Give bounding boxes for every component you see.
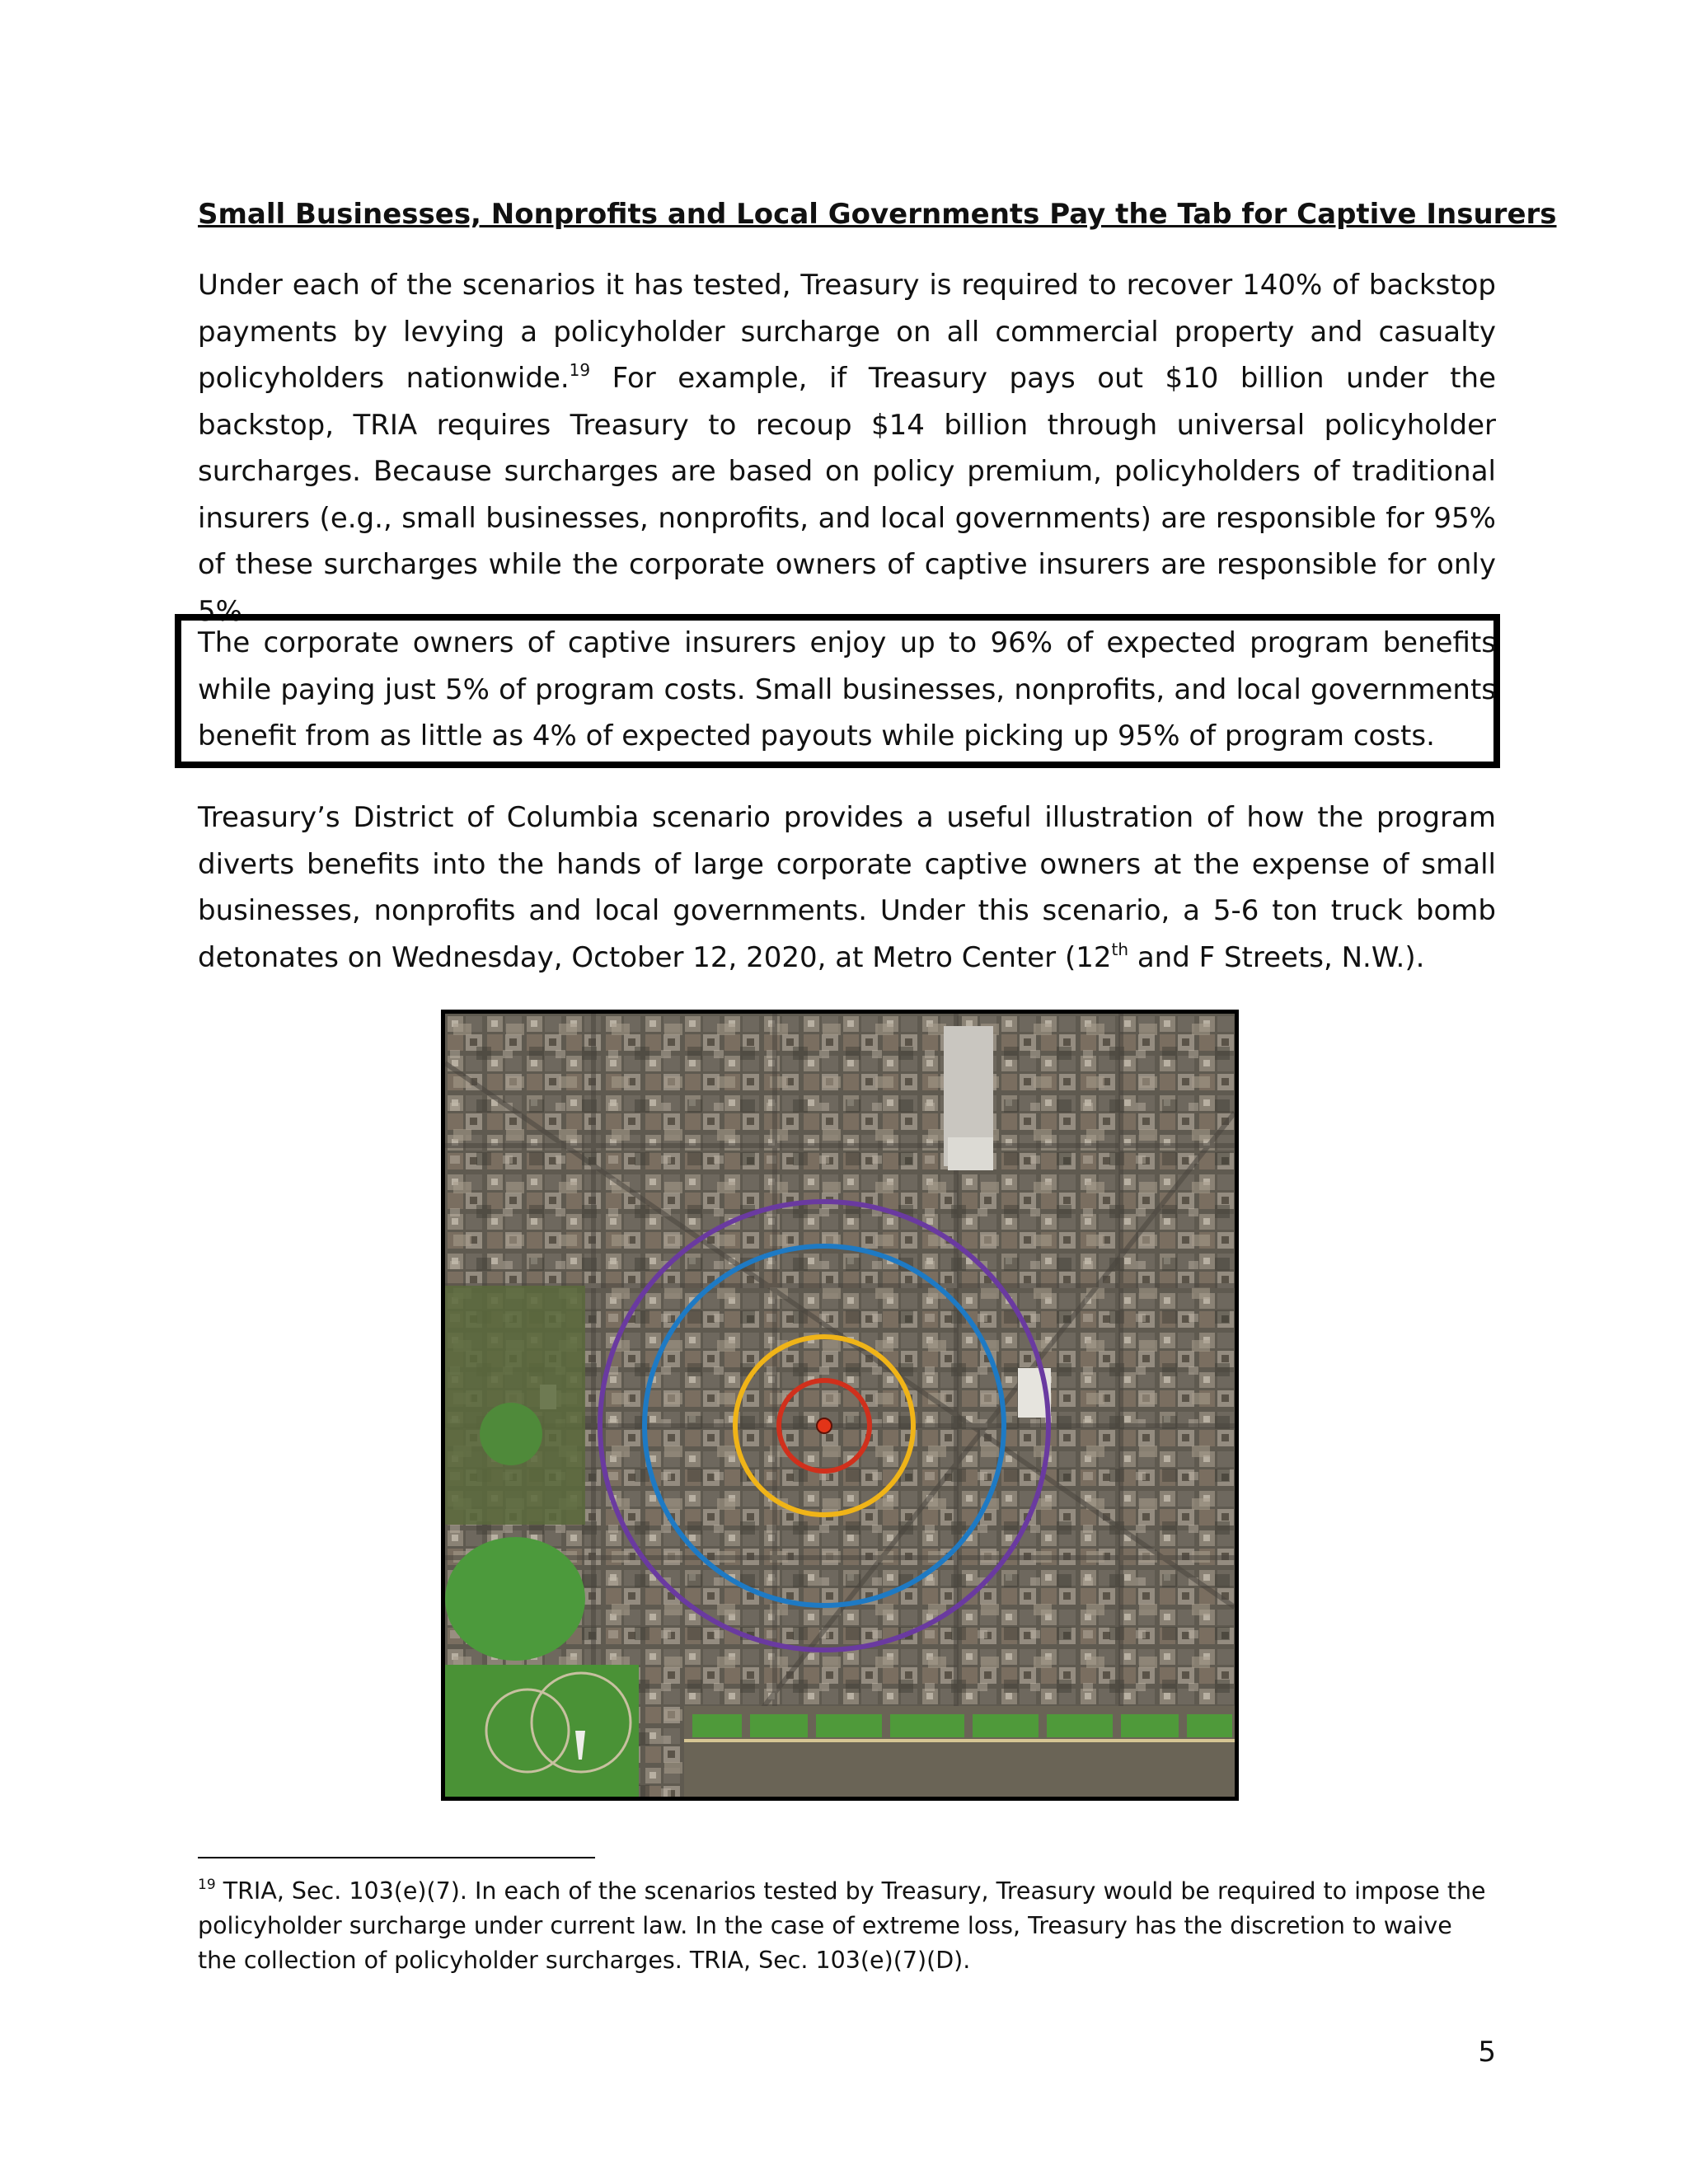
footnote-text: TRIA, Sec. 103(e)(7). In each of the scenarios tested by Treasury, Treasury would be required to impose the policyholder surcharge under current law. In the case of extreme loss, Treasury has the discretion to waive the collection of policyholder surcharges. TRIA, Sec. 103(e)(7)(D).: [198, 1877, 1486, 1974]
paragraph-text: Under each of the scenarios it has tested, Treasury is required to recover 140% of backstop payments by levying a policyholder surcharge on all commercial property and casualty policyholders nationwide.: [198, 269, 1496, 395]
ordinal-superscript: th: [1111, 939, 1129, 959]
footnote-number: 19: [198, 1877, 216, 1893]
paragraph-text: Treasury’s District of Columbia scenario provides a useful illustration of how the program diverts benefits into the hands of large corporate captive owners at the expense of small businesses, nonprofits and local governments. Under this scenario, a 5-6 ton truck bomb detonates on Wednesday, October 12, 2020, at Metro Center (12: [198, 801, 1496, 974]
section-heading: Small Businesses, Nonprofits and Local Governments Pay the Tab for Captive Insurers: [198, 198, 1557, 231]
ellipse-lawn: [445, 1537, 585, 1661]
callout-text-block: [198, 620, 1496, 760]
paragraph-dc-scenario: [198, 794, 1496, 981]
aerial-map-image: [445, 1014, 1235, 1797]
ground-zero-marker: [817, 1418, 832, 1433]
paragraph-surcharge: [198, 262, 1496, 635]
footnote-divider: [198, 1857, 595, 1858]
footnote-reference[interactable]: 19: [569, 360, 591, 380]
footnote-19: [198, 1874, 1496, 1978]
washington-monument-grounds: [445, 1665, 639, 1797]
paragraph-text: For example, if Treasury pays out $10 billion under the backstop, TRIA requires Treasury to recoup $14 billion through universal policyholder surcharges. Because surcharges are based on policy premium, policyholders of traditional insurers (e.g., small businesses, nonprofits, and local governments) are responsible for 95% of these surcharges while the corporate owners of captive insurers are responsible for only 5%.: [198, 362, 1496, 628]
paragraph-text: and F Streets, N.W.).: [1128, 940, 1425, 974]
page-number: 5: [1478, 2036, 1496, 2069]
blast-radius-map: [441, 1010, 1239, 1801]
callout-text: The corporate owners of captive insurers enjoy up to 96% of expected program benefits while paying just 5% of program costs. Small businesses, nonprofits, and local governments benefit from as little as 4% of expected payouts while picking up 95% of program costs.: [198, 626, 1496, 752]
mall-lawns: [692, 1714, 1232, 1737]
